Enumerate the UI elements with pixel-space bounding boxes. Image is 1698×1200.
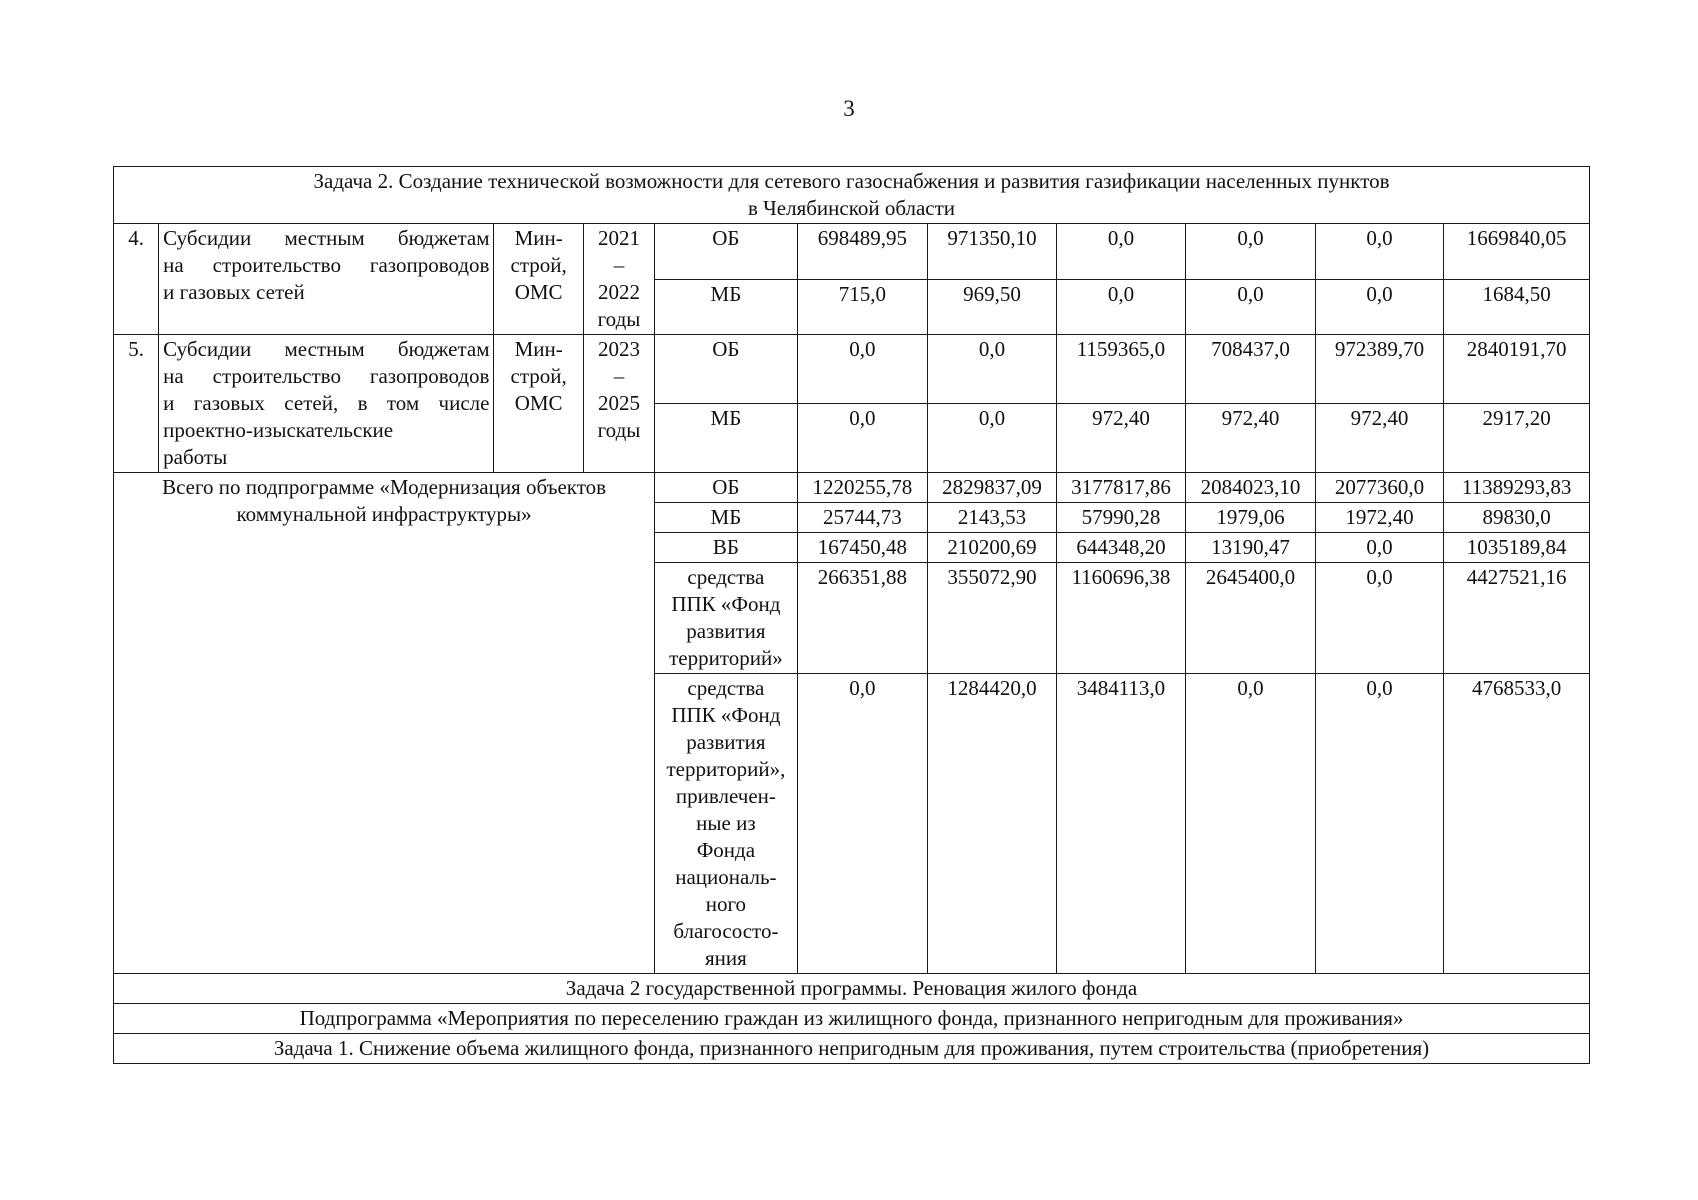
amount-cell: 0,0 <box>797 674 928 974</box>
row-number: 4. <box>114 224 159 335</box>
fund-source-line: МБ <box>710 505 742 529</box>
fund-source-line: ППК «Фонд <box>671 592 781 616</box>
fund-source-line: средства <box>687 676 765 700</box>
fund-source-line: средства <box>687 565 765 589</box>
amount-cell: 3177817,86 <box>1056 473 1186 503</box>
amount-cell: 2829837,09 <box>928 473 1057 503</box>
fund-source-line: территорий», <box>666 757 786 781</box>
amount-cell: 210200,69 <box>928 533 1057 563</box>
amount-cell: 0,0 <box>1056 224 1186 280</box>
amount-cell: 11389293,83 <box>1444 473 1590 503</box>
fund-source: ОБ <box>655 224 798 280</box>
amount-cell: 972,40 <box>1315 404 1444 473</box>
description-line: работы <box>163 445 228 469</box>
task-header-line-1: Задача 2. Создание технической возможности для сетевого газоснабжения и развития газификации населенных пунктов <box>313 169 1390 193</box>
amount-cell: 13190,47 <box>1186 533 1316 563</box>
amount-cell: 1284420,0 <box>928 674 1057 974</box>
fund-source: МБ <box>655 404 798 473</box>
executor <box>494 335 583 473</box>
amount-cell: 715,0 <box>797 279 928 335</box>
section-row <box>114 974 1590 1004</box>
amount-cell: 708437,0 <box>1186 335 1316 404</box>
amount-cell: 1220255,78 <box>797 473 928 503</box>
amount-cell: 0,0 <box>1315 563 1444 674</box>
amount-cell: 972389,70 <box>1315 335 1444 404</box>
fund-source: МБ <box>655 279 798 335</box>
section-title: Подпрограмма «Мероприятия по переселению граждан из жилищного фонда, признанного непригодным для проживания» <box>114 1004 1590 1034</box>
amount-cell: 1035189,84 <box>1444 533 1590 563</box>
fund-source <box>655 674 798 974</box>
executor-line: Мин- <box>514 226 563 250</box>
amount-cell: 644348,20 <box>1056 533 1186 563</box>
measure-description <box>159 335 494 473</box>
total-label <box>114 473 655 974</box>
description-line: Субсидии местным бюджетам <box>163 337 490 361</box>
executor-line: Мин- <box>514 337 563 361</box>
period-line: годы <box>597 307 641 331</box>
fund-source-line: ные из <box>696 811 756 835</box>
fund-source-line: территорий» <box>669 646 783 670</box>
fund-source-line: ОБ <box>712 475 740 499</box>
amount-cell: 971350,10 <box>928 224 1057 280</box>
fund-source-line: развития <box>686 619 766 643</box>
amount-cell: 1979,06 <box>1186 503 1316 533</box>
amount-cell: 167450,48 <box>797 533 928 563</box>
period-line: годы <box>597 418 641 442</box>
amount-cell: 2917,20 <box>1444 404 1590 473</box>
fund-source-line: яния <box>704 946 747 970</box>
description-line: и газовых сетей <box>163 280 305 304</box>
table-row <box>114 224 1590 280</box>
task-header-row <box>114 167 1590 224</box>
amount-cell: 355072,90 <box>928 563 1057 674</box>
executor <box>494 224 583 335</box>
period-line: – <box>613 253 625 277</box>
executor-line: ОМС <box>514 280 563 304</box>
period-line: – <box>613 364 625 388</box>
amount-cell: 972,40 <box>1186 404 1316 473</box>
period-line: 2021 <box>597 226 640 250</box>
amount-cell: 25744,73 <box>797 503 928 533</box>
row-number: 5. <box>114 335 159 473</box>
executor-line: ОМС <box>514 391 563 415</box>
amount-cell: 0,0 <box>1315 224 1444 280</box>
amount-cell: 2840191,70 <box>1444 335 1590 404</box>
amount-cell: 2143,53 <box>928 503 1057 533</box>
task-header <box>114 167 1590 224</box>
amount-cell: 0,0 <box>928 335 1057 404</box>
amount-cell: 2084023,10 <box>1186 473 1316 503</box>
section-row <box>114 1004 1590 1034</box>
amount-cell: 972,40 <box>1056 404 1186 473</box>
fund-source-line: Фонда <box>696 838 756 862</box>
fund-source-line: благососто- <box>673 919 779 943</box>
executor-line: строй, <box>510 253 567 277</box>
amount-cell: 2077360,0 <box>1315 473 1444 503</box>
total-row <box>114 473 1590 503</box>
fund-source-line: привлечен- <box>675 784 776 808</box>
description-line: Субсидии местным бюджетам <box>163 226 490 250</box>
amount-cell: 57990,28 <box>1056 503 1186 533</box>
fund-source-line: ППК «Фонд <box>671 703 781 727</box>
section-title: Задача 1. Снижение объема жилищного фонда, признанного непригодным для проживания, путем строительства (приобретения) <box>114 1034 1590 1064</box>
amount-cell: 0,0 <box>1186 674 1316 974</box>
fund-source-line: националь- <box>675 865 777 889</box>
fund-source-line: развития <box>686 730 766 754</box>
period-line: 2023 <box>597 337 640 361</box>
measure-description <box>159 224 494 335</box>
amount-cell: 0,0 <box>1186 224 1316 280</box>
description-line: проектно-изыскательские <box>163 418 394 442</box>
period <box>583 224 654 335</box>
amount-cell: 0,0 <box>797 335 928 404</box>
amount-cell: 1160696,38 <box>1056 563 1186 674</box>
amount-cell: 89830,0 <box>1444 503 1590 533</box>
period <box>583 335 654 473</box>
amount-cell: 1669840,05 <box>1444 224 1590 280</box>
description-line: и газовых сетей, в том числе <box>163 391 490 415</box>
section-title: Задача 2 государственной программы. Реновация жилого фонда <box>114 974 1590 1004</box>
period-line: 2022 <box>597 280 640 304</box>
table-row <box>114 335 1590 404</box>
amount-cell: 0,0 <box>928 404 1057 473</box>
amount-cell: 0,0 <box>797 404 928 473</box>
amount-cell: 2645400,0 <box>1186 563 1316 674</box>
amount-cell: 1684,50 <box>1444 279 1590 335</box>
period-line: 2025 <box>597 391 640 415</box>
fund-source-line: ного <box>705 892 747 916</box>
amount-cell: 0,0 <box>1315 533 1444 563</box>
amount-cell: 0,0 <box>1315 674 1444 974</box>
executor-line: строй, <box>510 364 567 388</box>
amount-cell: 0,0 <box>1186 279 1316 335</box>
amount-cell: 698489,95 <box>797 224 928 280</box>
amount-cell: 0,0 <box>1315 279 1444 335</box>
description-line: на строительство газопроводов <box>163 253 490 277</box>
fund-source <box>655 503 798 533</box>
page-number: 3 <box>843 96 855 121</box>
task-header-line-2: в Челябинской области <box>747 196 956 220</box>
fund-source: ОБ <box>655 335 798 404</box>
amount-cell: 0,0 <box>1056 279 1186 335</box>
amount-cell: 266351,88 <box>797 563 928 674</box>
total-label-line: Всего по подпрограмме «Модернизация объектов <box>162 475 607 499</box>
amount-cell: 969,50 <box>928 279 1057 335</box>
amount-cell: 1159365,0 <box>1056 335 1186 404</box>
description-line: на строительство газопроводов <box>163 364 490 388</box>
section-row <box>114 1034 1590 1064</box>
program-table <box>113 166 1590 1064</box>
fund-source <box>655 533 798 563</box>
total-label-line: коммунальной инфраструктуры» <box>236 502 532 526</box>
amount-cell: 1972,40 <box>1315 503 1444 533</box>
amount-cell: 3484113,0 <box>1056 674 1186 974</box>
amount-cell: 4768533,0 <box>1444 674 1590 974</box>
fund-source-line: ВБ <box>712 535 739 559</box>
fund-source <box>655 473 798 503</box>
amount-cell: 4427521,16 <box>1444 563 1590 674</box>
fund-source <box>655 563 798 674</box>
